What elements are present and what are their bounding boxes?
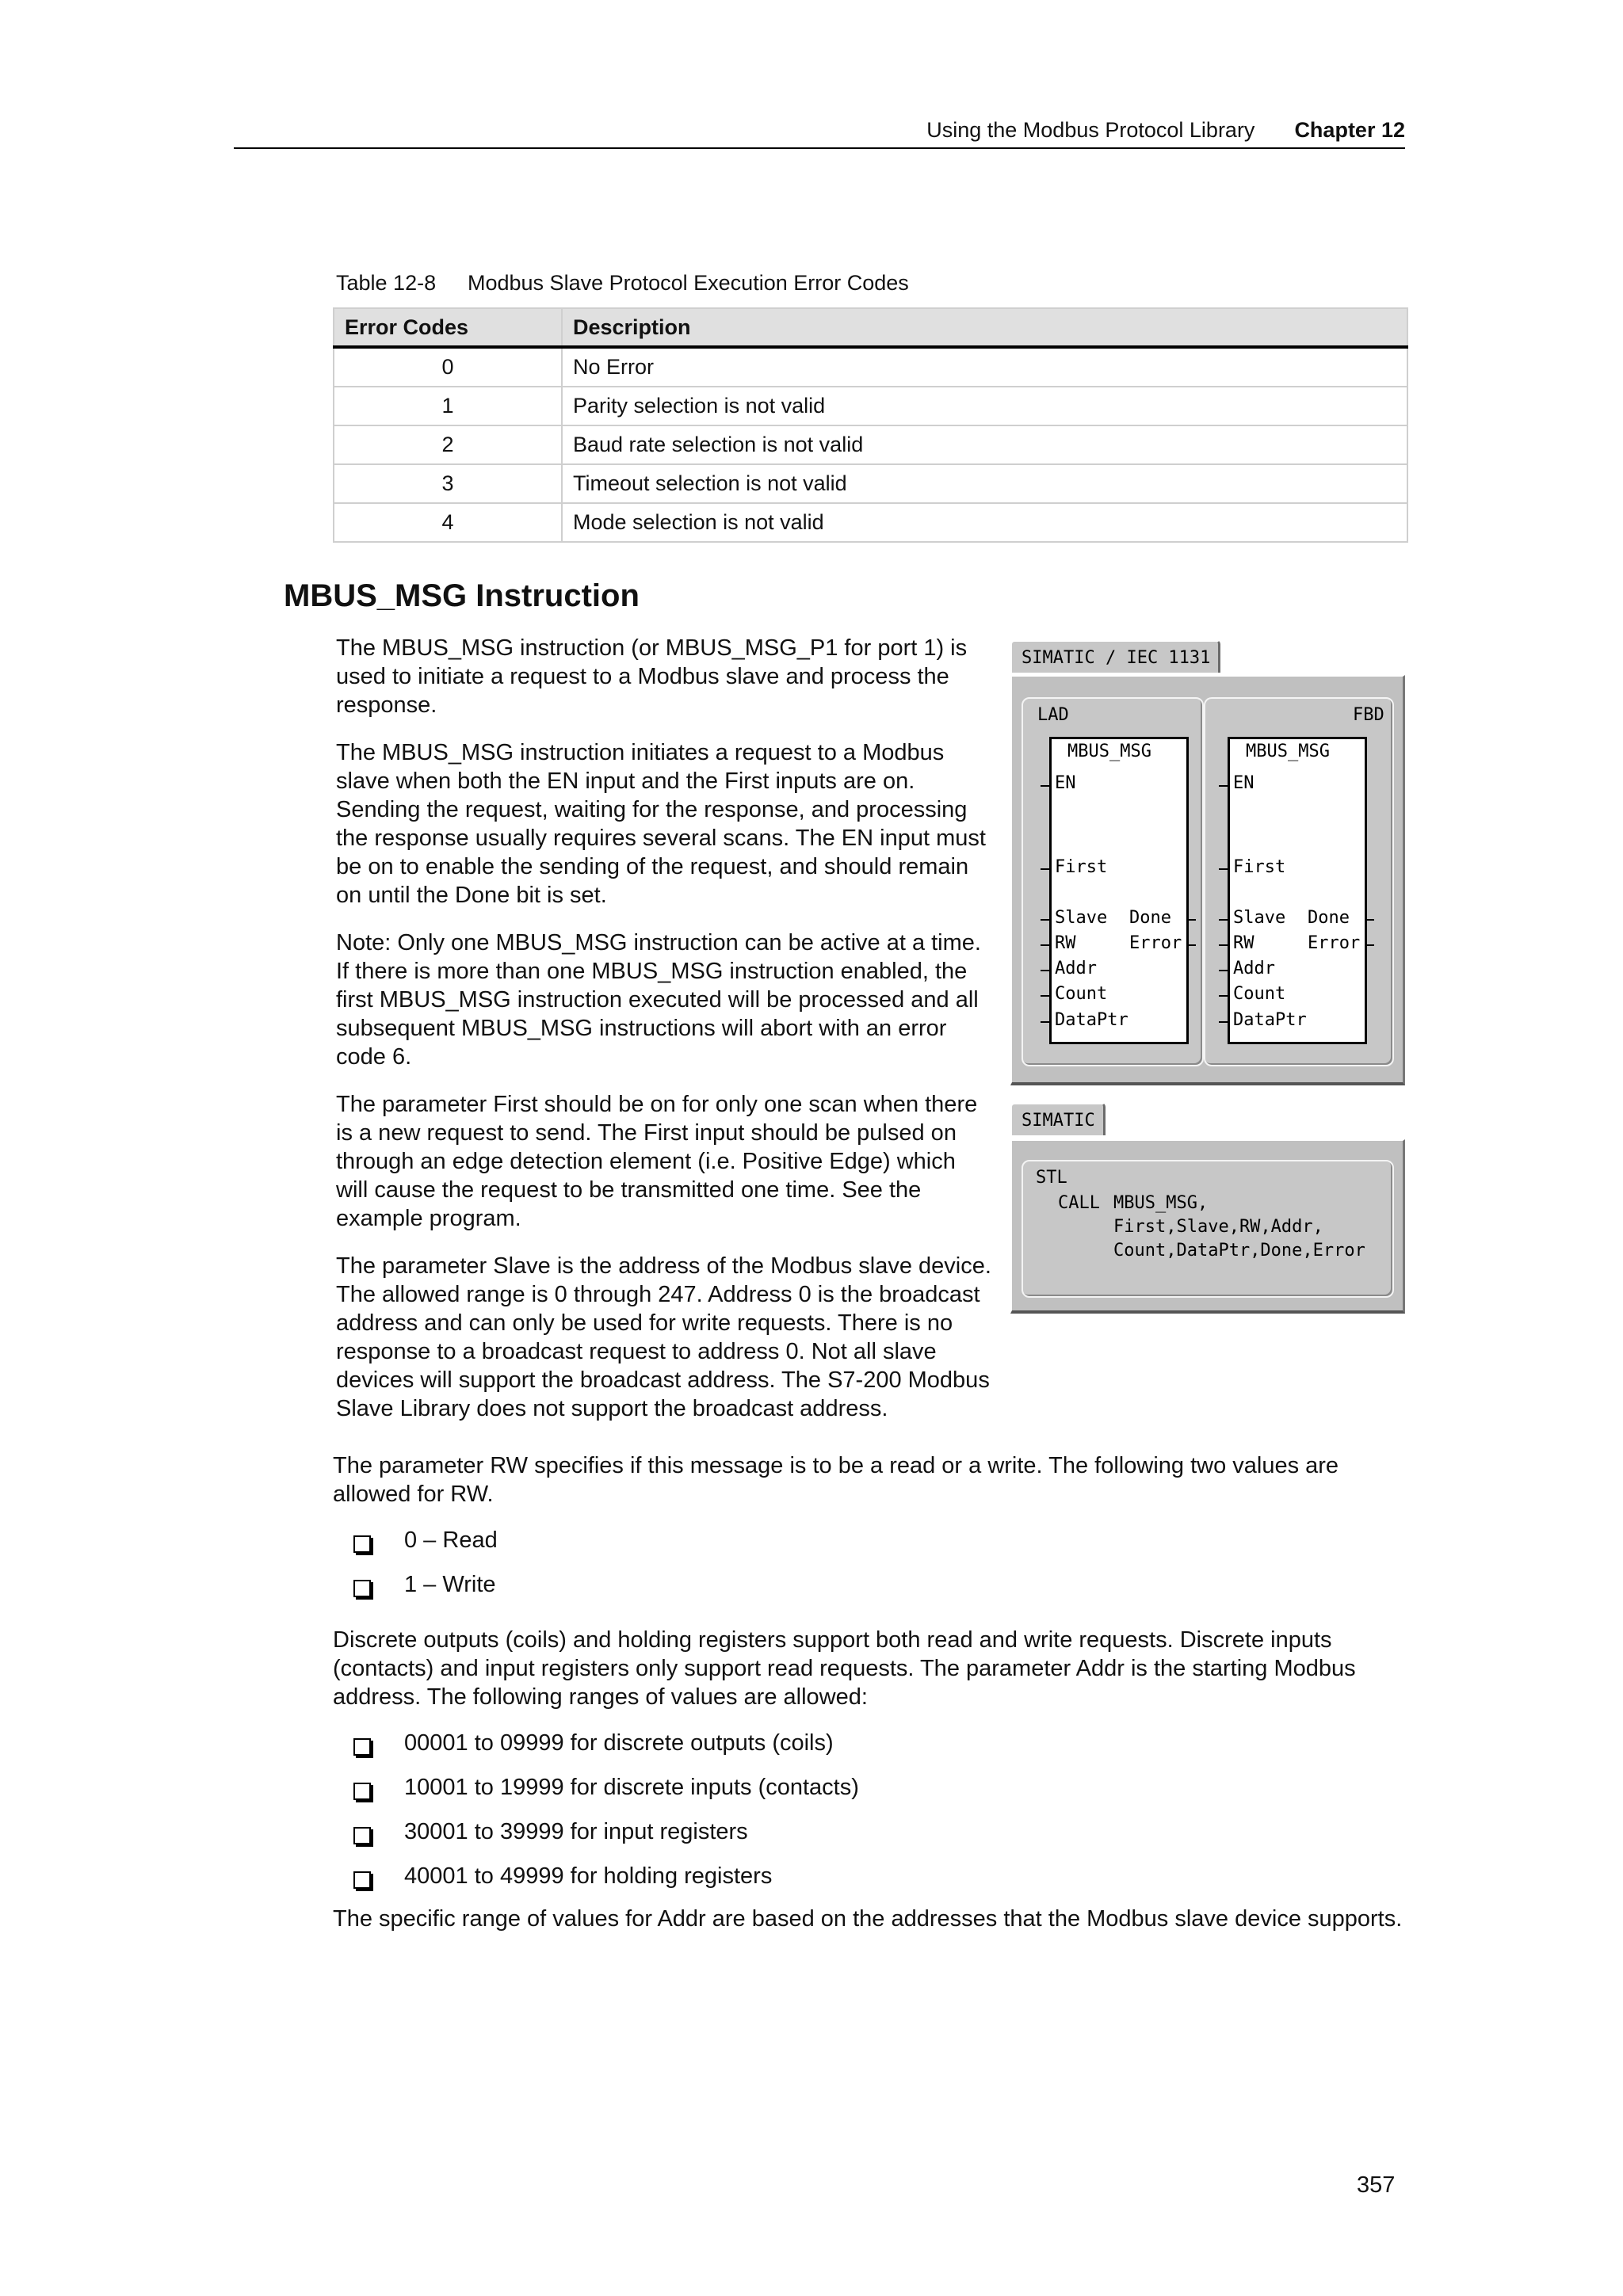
fbd-input-slave: Slave (1233, 908, 1286, 928)
error-code-cell: 1 (334, 387, 562, 425)
lad-input-en: EN (1055, 773, 1076, 793)
paragraph: The MBUS_MSG instruction initiates a request to a Modbus slave when both the EN input and the First inputs are on. Sending the request, waiting for the response, and processing the response usually requires several scans. The EN input must be on to enable the sending of the request, and should remain on until the Done bit is set. (336, 740, 986, 908)
rw-values-list (352, 1524, 498, 1613)
list-item-text: 00001 to 09999 for discrete outputs (coils) (404, 1730, 834, 1756)
checkbox-bullet-icon (353, 1871, 371, 1889)
lad-pin-first (1041, 868, 1050, 870)
lad-output-error: Error (1129, 933, 1182, 953)
lad-input-rw: RW (1055, 933, 1076, 953)
fbd-input-dataptr: DataPtr (1233, 1010, 1307, 1030)
error-code-cell: 0 (334, 347, 562, 387)
lad-pin-en (1041, 785, 1050, 787)
checkbox-bullet-icon (353, 1535, 371, 1553)
lad-pin-done (1186, 919, 1196, 921)
table-caption (336, 271, 909, 296)
addr-ranges-list (352, 1727, 859, 1905)
addr-paragraph (333, 1626, 1411, 1711)
error-code-cell: 4 (334, 503, 562, 542)
list-item (352, 1569, 498, 1613)
list-item-text: 1 – Write (404, 1572, 496, 1597)
lad-pin-slave (1041, 919, 1050, 921)
fbd-pin-done (1365, 919, 1374, 921)
stl-label: STL (1036, 1168, 1067, 1188)
lad-label: LAD (1037, 705, 1069, 725)
checkbox-bullet-icon (353, 1827, 371, 1844)
simatic-iec-tab: SIMATIC / IEC 1131 (1010, 640, 1220, 673)
table-row (334, 503, 1407, 542)
list-item-text: 40001 to 49999 for holding registers (404, 1863, 773, 1889)
lad-pin-count (1041, 995, 1050, 997)
table-row (334, 347, 1407, 387)
fbd-pin-first (1219, 868, 1228, 870)
fbd-output-error: Error (1308, 933, 1361, 953)
list-item (352, 1524, 498, 1569)
lad-pin-rw (1041, 944, 1050, 946)
table-title: Modbus Slave Protocol Execution Error Codes (468, 271, 909, 295)
table-row (334, 387, 1407, 425)
lad-input-count: Count (1055, 984, 1108, 1004)
table-row (334, 425, 1407, 464)
list-item (352, 1860, 859, 1905)
checkbox-bullet-icon (353, 1580, 371, 1597)
checkbox-bullet-icon (353, 1783, 371, 1800)
final-paragraph (333, 1905, 1411, 1933)
fbd-pin-dataptr (1219, 1021, 1228, 1023)
lad-fbd-panel (1010, 640, 1405, 1085)
list-item-text: 0 – Read (404, 1527, 498, 1553)
paragraph: The parameter First should be on for only one scan when there is a new request to send. The First input should be pulsed on through an edge detection element (i.e. Positive Edge) which will cause the request to be transmitted one time. See the example program. (336, 1092, 978, 1231)
lad-pin-addr (1041, 970, 1050, 971)
list-item-text: 10001 to 19999 for discrete inputs (contacts) (404, 1775, 859, 1800)
lad-input-addr: Addr (1055, 959, 1097, 978)
fbd-input-first: First (1233, 857, 1286, 877)
error-codes-table (333, 307, 1408, 543)
fbd-input-addr: Addr (1233, 959, 1275, 978)
fbd-output-done: Done (1308, 908, 1350, 928)
paragraph: Discrete outputs (coils) and holding registers support both read and write requests. Discrete inputs (contacts) and input registers only support read requests. The parameter Addr is the starting Modbus address. The following ranges of values are allowed: (333, 1627, 1356, 1710)
stl-line-2: First,Slave,RW,Addr, (1113, 1217, 1323, 1237)
list-item-text: 30001 to 39999 for input registers (404, 1819, 748, 1844)
lad-block-name: MBUS_MSG (1067, 742, 1151, 761)
header-chapter: Chapter 12 (1294, 118, 1405, 142)
fbd-pin-error (1365, 944, 1374, 946)
intro-column (336, 634, 994, 1442)
lad-input-dataptr: DataPtr (1055, 1010, 1128, 1030)
error-code-cell: 2 (334, 425, 562, 464)
header-section: Using the Modbus Protocol Library (926, 118, 1255, 142)
lad-pin-error (1186, 944, 1196, 946)
note-paragraph: Note: Only one MBUS_MSG instruction can be active at a time. If there is more than one MBUS_MSG instruction enabled, the first MBUS_MSG instruction executed will be processed and all subsequent MBUS_MSG instructions will abort with an error code 6. (336, 930, 981, 1070)
description-cell: Timeout selection is not valid (562, 464, 1407, 503)
fbd-pin-rw (1219, 944, 1228, 946)
simatic-tab: SIMATIC (1010, 1103, 1106, 1135)
fbd-pin-en (1219, 785, 1228, 787)
paragraph: The parameter Slave is the address of the Modbus slave device. The allowed range is 0 through 247. Address 0 is the broadcast address and can only be used for write requests. There is no response to a broadcast request to address 0. Not all slave devices will support the broadcast address. The S7-200 Modbus Slave Library does not support the broadcast address. (336, 1253, 991, 1421)
stl-line-3: Count,DataPtr,Done,Error (1113, 1241, 1365, 1261)
fbd-input-count: Count (1233, 984, 1286, 1004)
list-item (352, 1727, 859, 1772)
page-number: 357 (1357, 2172, 1396, 2198)
paragraph: The parameter RW specifies if this message is to be a read or a write. The following two values are allowed for RW. (333, 1453, 1339, 1507)
stl-call: CALL (1058, 1193, 1100, 1213)
error-code-cell: 3 (334, 464, 562, 503)
description-cell: Mode selection is not valid (562, 503, 1407, 542)
lad-output-done: Done (1129, 908, 1171, 928)
fbd-pin-slave (1219, 919, 1228, 921)
lad-input-slave: Slave (1055, 908, 1108, 928)
stl-panel (1010, 1103, 1405, 1315)
fbd-label: FBD (1353, 705, 1384, 725)
fbd-block-name: MBUS_MSG (1246, 742, 1330, 761)
column-header: Description (562, 308, 1407, 347)
table-header-row (334, 308, 1407, 347)
table-number: Table 12-8 (336, 271, 437, 295)
fbd-pin-count (1219, 995, 1228, 997)
table-row (334, 464, 1407, 503)
page-header (234, 114, 1405, 149)
paragraph: The MBUS_MSG instruction (or MBUS_MSG_P1 for port 1) is used to initiate a request to a Modbus slave and process the response. (336, 635, 968, 718)
paragraph: The specific range of values for Addr are based on the addresses that the Modbus slave device supports. (333, 1906, 1403, 1932)
fbd-input-rw: RW (1233, 933, 1254, 953)
fbd-input-en: EN (1233, 773, 1254, 793)
lad-input-first: First (1055, 857, 1108, 877)
description-cell: No Error (562, 347, 1407, 387)
column-header: Error Codes (334, 308, 562, 347)
list-item (352, 1772, 859, 1816)
description-cell: Baud rate selection is not valid (562, 425, 1407, 464)
description-cell: Parity selection is not valid (562, 387, 1407, 425)
rw-paragraph (333, 1451, 1411, 1508)
stl-line-1: MBUS_MSG, (1113, 1193, 1209, 1213)
fbd-pin-addr (1219, 970, 1228, 971)
checkbox-bullet-icon (353, 1738, 371, 1756)
lad-pin-dataptr (1041, 1021, 1050, 1023)
section-heading: MBUS_MSG Instruction (284, 578, 640, 613)
list-item (352, 1816, 859, 1860)
